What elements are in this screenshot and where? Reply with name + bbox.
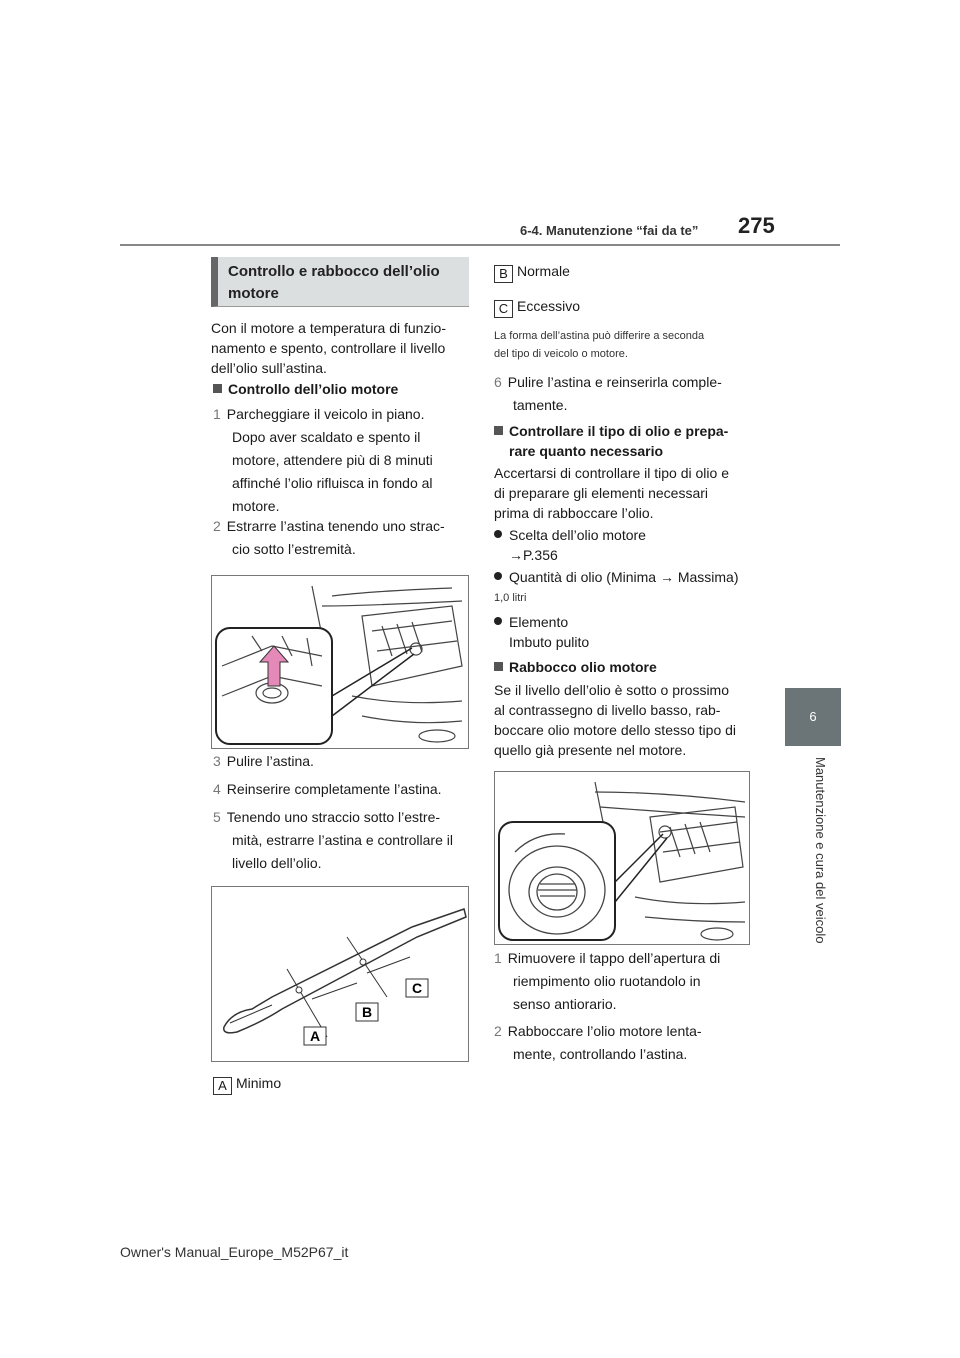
chapter-title: Manutenzione e cura del veicolo — [813, 757, 828, 944]
step-1: 1 Parcheggiare il veicolo in piano. Dopo aver scaldato e spento il motore, attendere più di 8 minuti affinché l’olio rifluisca in fondo al motore. — [213, 406, 433, 514]
subheading-oil-type: Controllare il tipo di olio e prepa- rare quanto necessario — [494, 421, 764, 461]
label-c-mark: C — [411, 980, 423, 996]
step-2: 2 Estrarre l’astina tenendo uno strac- cio sotto l’estremità. — [213, 518, 445, 557]
bullet-item: Elemento Imbuto pulito — [494, 612, 589, 652]
refill-step-1: 1 Rimuovere il tappo dell’apertura di riempimento olio ruotandolo in senso antiorario. — [494, 950, 721, 1012]
legend-c: C Eccessivo — [494, 296, 580, 318]
refill-step-2: 2 Rabboccare l’olio motore lenta- mente, controllando l’astina. — [494, 1023, 702, 1062]
intro-paragraph: Con il motore a temperatura di funzio- namento e spento, controllare il livello dell’olio sull’astina. — [211, 320, 446, 376]
step-3: 3 Pulire l’astina. — [213, 753, 314, 769]
legend-a: A Minimo — [213, 1073, 281, 1095]
engine-dipstick-illustration — [212, 576, 468, 748]
step-5: 5 Tenendo uno straccio sotto l’estre- mità, estrarre l’astina e controllare il livello dell’olio. — [213, 809, 453, 871]
subheading-oil-check: Controllo dell’olio motore — [213, 379, 398, 399]
label-a-mark: A — [309, 1028, 321, 1044]
dipstick-level-figure — [211, 886, 469, 1062]
step-6: 6 Pulire l’astina e reinserirla comple- tamente. — [494, 374, 722, 413]
bullet-oil-selection: Scelta dell’olio motore →P.356 — [494, 525, 646, 565]
subheading-refill: Rabbocco olio motore — [494, 657, 657, 677]
header-divider — [120, 244, 840, 246]
page-number: 275 — [738, 213, 775, 238]
section-title: Controllo e rabbocco dell’olio motore — [211, 257, 469, 307]
label-b-mark: B — [361, 1004, 373, 1020]
refill-paragraph: Se il livello dell’olio è sotto o prossimo al contrassegno di livello basso, rab- boccare olio motore dello stesso tipo di quello già presente nel motore. — [494, 682, 737, 758]
oil-filler-cap-figure — [494, 771, 750, 945]
engine-dipstick-figure — [211, 575, 469, 749]
oil-quantity-value: 1,0 litri — [494, 592, 527, 604]
legend-b: B Normale — [494, 261, 570, 283]
page-reference-link[interactable]: →P.356 — [509, 547, 558, 563]
step-4: 4 Reinserire completamente l’astina. — [213, 781, 442, 797]
dipstick-note: La forma dell’astina può differire a seconda del tipo di veicolo o motore. — [494, 330, 705, 360]
oil-filler-cap-illustration — [495, 772, 749, 944]
oil-type-paragraph: Accertarsi di controllare il tipo di olio e di preparare gli elementi necessari prima di rabboccare l’olio. — [494, 465, 729, 521]
footer-manual-id: Owner's Manual_Europe_M52P67_it — [120, 1244, 349, 1260]
chapter-tab: 6 — [785, 688, 841, 746]
dipstick-illustration — [212, 887, 468, 1061]
section-header: 6-4. Manutenzione “fai da te” — [520, 223, 699, 238]
bullet-oil-quantity: Quantità di olio (Minima → Massima) — [494, 567, 739, 587]
